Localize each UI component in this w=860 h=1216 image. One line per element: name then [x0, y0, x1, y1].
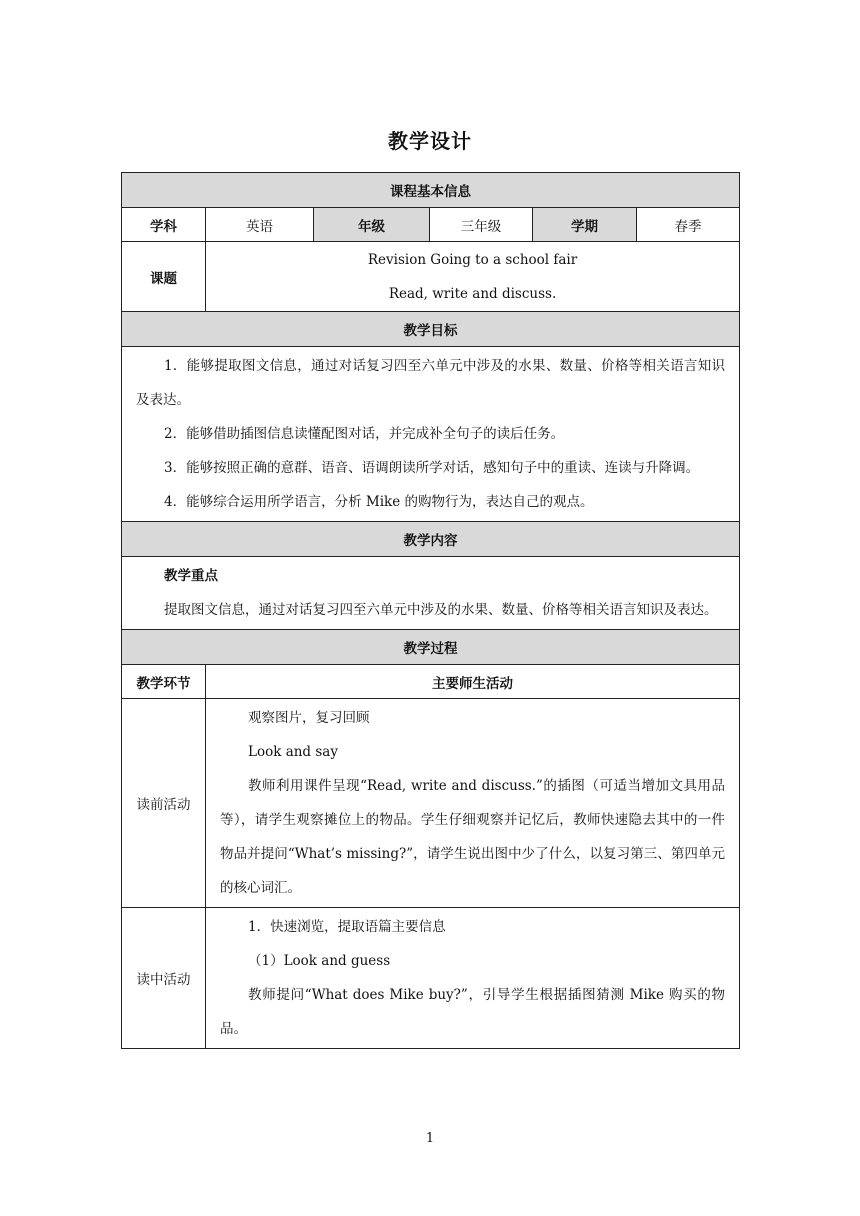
stage-column-header: 教学环节	[122, 665, 206, 699]
activity-line: 1．快速浏览，提取语篇主要信息	[248, 919, 446, 935]
while-reading-stage: 读中活动	[122, 908, 206, 1049]
objectives-cell	[122, 347, 740, 522]
subject-label: 学科	[122, 208, 206, 242]
activity-column-header: 主要师生活动	[206, 665, 740, 699]
term-label: 学期	[533, 208, 637, 242]
key-point-label: 教学重点	[164, 568, 218, 584]
activity-line: 观察图片，复习回顾	[248, 710, 370, 726]
activity-line: 教师提问“What does Mike buy?”，引导学生根据插图猜测 Mike 购买的物品。	[220, 987, 726, 1037]
page-title: 教学设计	[388, 129, 472, 153]
section-process: 教学过程	[122, 630, 740, 665]
while-reading-activities	[206, 908, 740, 1049]
topic-label: 课题	[122, 242, 206, 312]
grade-label: 年级	[314, 208, 430, 242]
activity-line: Look and say	[248, 744, 338, 760]
objective-item: 2．能够借助插图信息读懂配图对话，并完成补全句子的读后任务。	[164, 426, 565, 442]
topic-line-1: Revision Going to a school fair	[367, 251, 578, 268]
topic-value	[206, 242, 740, 312]
subject-value: 英语	[206, 208, 314, 242]
objective-item: 3．能够按照正确的意群、语音、语调朗读所学对话，感知句子中的重读、连读与升降调。	[164, 460, 700, 476]
term-value: 春季	[637, 208, 740, 242]
topic-line-2: Read, write and discuss.	[388, 285, 557, 302]
content-cell	[122, 557, 740, 630]
key-point-text: 提取图文信息，通过对话复习四至六单元中涉及的水果、数量、价格等相关语言知识及表达。	[164, 602, 718, 618]
activity-line: 教师利用课件呈现“Read, write and discuss.”的插图（可适当增加文具用品等），请学生观察摊位上的物品。学生仔细观察并记忆后，教师快速隐去其中的一件物品并提问“What’s missing?”，请学生说出图中少了什么，以复习第三、第四单元的核心词汇。	[220, 778, 726, 896]
objective-item: 1．能够提取图文信息，通过对话复习四至六单元中涉及的水果、数量、价格等相关语言知识及表达。	[136, 358, 726, 408]
lesson-plan-table	[121, 172, 740, 1049]
activity-line: （1）Look and guess	[248, 953, 391, 969]
pre-reading-stage: 读前活动	[122, 699, 206, 908]
objective-item: 4．能够综合运用所学语言，分析 Mike 的购物行为，表达自己的观点。	[164, 494, 594, 510]
section-basic-info: 课程基本信息	[122, 173, 740, 208]
grade-value: 三年级	[430, 208, 533, 242]
pre-reading-activities	[206, 699, 740, 908]
section-objectives: 教学目标	[122, 312, 740, 347]
page-number: 1	[425, 1131, 435, 1146]
section-content: 教学内容	[122, 522, 740, 557]
